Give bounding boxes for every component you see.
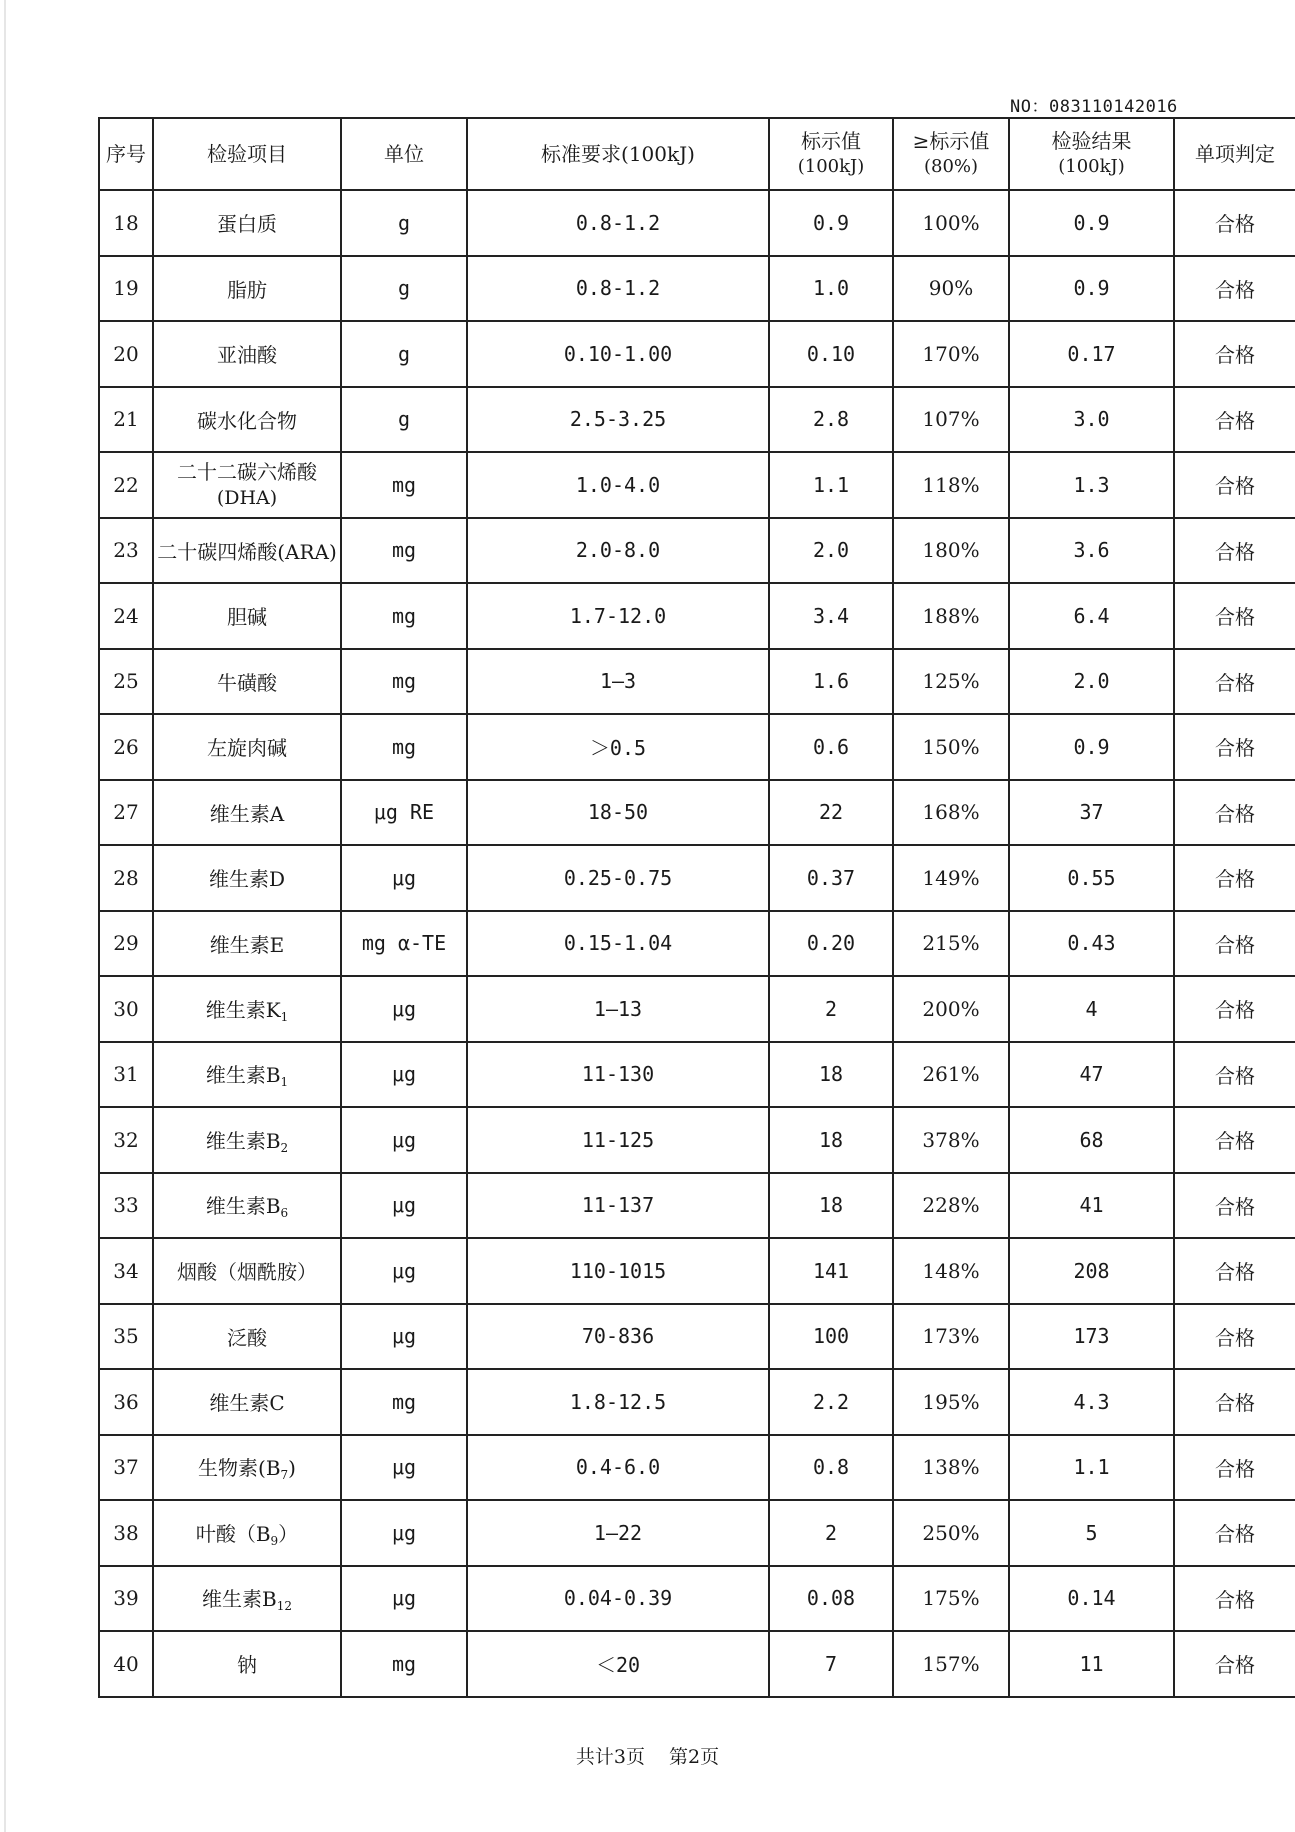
row-percent: 228% [893,1173,1009,1239]
row-item-text: 维生素B [202,1587,277,1612]
row-result: 2.0 [1009,649,1174,715]
row-standard: ＞0.5 [467,714,769,780]
row-item-subscript: 12 [276,1599,292,1614]
row-percent: 173% [893,1304,1009,1370]
row-label-value: 0.6 [769,714,893,780]
row-unit: mg α-TE [341,911,467,977]
row-item-text: 胆碱 [227,605,267,630]
row-percent: 90% [893,256,1009,322]
table-row [99,1304,1295,1370]
row-item-suffix: ） [278,1521,299,1546]
table-row [99,714,1295,780]
header-percent [893,118,1009,190]
row-result: 68 [1009,1107,1174,1173]
row-result: 1.1 [1009,1435,1174,1501]
row-unit: μg [341,1173,467,1239]
row-standard: 0.15-1.04 [467,911,769,977]
row-label-value: 2.8 [769,387,893,453]
header-judgement: 单项判定 [1174,118,1295,190]
row-label-value: 0.8 [769,1435,893,1501]
row-index: 40 [99,1631,153,1697]
row-item [153,1304,341,1370]
row-label-value: 0.9 [769,190,893,256]
row-judgement: 合格 [1174,387,1295,453]
row-index: 36 [99,1369,153,1435]
row-item-text: 维生素B [205,1063,281,1088]
row-item [153,976,341,1042]
row-item-text: 左旋肉碱 [207,736,287,761]
row-label-value: 18 [769,1042,893,1108]
table-row [99,518,1295,584]
row-judgement: 合格 [1174,1500,1295,1566]
total-pages: 共计3页 [575,1746,645,1768]
row-item-subscript: 1 [280,1075,289,1090]
row-label-value: 18 [769,1173,893,1239]
row-judgement: 合格 [1174,911,1295,977]
row-label-value: 0.20 [769,911,893,977]
row-index: 18 [99,190,153,256]
row-judgement: 合格 [1174,714,1295,780]
row-percent: 168% [893,780,1009,846]
row-index: 24 [99,583,153,649]
row-judgement: 合格 [1174,1042,1295,1108]
row-standard: 2.0-8.0 [467,518,769,584]
header-result-unit: (100kJ) [1058,156,1125,177]
row-judgement: 合格 [1174,845,1295,911]
row-unit: μg [341,1238,467,1304]
row-item [153,1042,341,1108]
row-unit: μg [341,1566,467,1632]
row-judgement: 合格 [1174,1369,1295,1435]
row-unit: mg [341,649,467,715]
row-unit: g [341,387,467,453]
row-standard: ＜20 [467,1631,769,1697]
row-result: 0.14 [1009,1566,1174,1632]
row-judgement: 合格 [1174,583,1295,649]
row-result: 4.3 [1009,1369,1174,1435]
row-result: 0.17 [1009,321,1174,387]
row-percent: 180% [893,518,1009,584]
row-label-value: 0.08 [769,1566,893,1632]
row-label-value: 3.4 [769,583,893,649]
row-unit: g [341,256,467,322]
row-standard: 11-137 [467,1173,769,1239]
header-unit: 单位 [341,118,467,190]
row-item-suffix: ) [288,1456,296,1481]
header-index: 序号 [99,118,153,190]
row-unit: g [341,321,467,387]
row-label-value: 1.0 [769,256,893,322]
row-item-subscript: 1 [280,1009,289,1024]
row-percent: 215% [893,911,1009,977]
row-standard: 1—3 [467,649,769,715]
row-judgement: 合格 [1174,1631,1295,1697]
row-label-value: 7 [769,1631,893,1697]
row-index: 22 [99,452,153,518]
row-judgement: 合格 [1174,452,1295,518]
row-result: 5 [1009,1500,1174,1566]
row-percent: 261% [893,1042,1009,1108]
row-label-value: 0.37 [769,845,893,911]
header-label-value-title: 标示值 [801,129,861,153]
table-row [99,911,1295,977]
row-index: 31 [99,1042,153,1108]
row-index: 33 [99,1173,153,1239]
header-result-title: 检验结果 [1051,129,1132,153]
row-percent: 175% [893,1566,1009,1632]
row-item [153,1173,341,1239]
row-unit: mg [341,583,467,649]
row-item-text: 烟酸（烟酰胺） [177,1260,317,1285]
row-item [153,1238,341,1304]
row-result: 47 [1009,1042,1174,1108]
row-percent: 157% [893,1631,1009,1697]
row-standard: 1.8-12.5 [467,1369,769,1435]
row-result: 173 [1009,1304,1174,1370]
table-row [99,1566,1295,1632]
row-unit: μg [341,1107,467,1173]
row-item [153,1107,341,1173]
row-unit: mg [341,1369,467,1435]
row-result: 37 [1009,780,1174,846]
row-judgement: 合格 [1174,1238,1295,1304]
table-row [99,1435,1295,1501]
row-index: 35 [99,1304,153,1370]
row-item-subscript: 6 [280,1206,289,1221]
row-label-value: 2.0 [769,518,893,584]
table-row [99,976,1295,1042]
row-item [153,1369,341,1435]
row-unit: mg [341,518,467,584]
row-index: 29 [99,911,153,977]
row-item [153,780,341,846]
row-percent: 250% [893,1500,1009,1566]
table-row [99,190,1295,256]
row-item [153,387,341,453]
row-standard: 0.25-0.75 [467,845,769,911]
row-index: 20 [99,321,153,387]
row-percent: 107% [893,387,1009,453]
current-page: 第2页 [669,1746,720,1768]
row-unit: mg [341,714,467,780]
row-judgement: 合格 [1174,518,1295,584]
row-item-text: 二十二碳六烯酸 [177,459,317,484]
row-item [153,190,341,256]
row-label-value: 1.6 [769,649,893,715]
row-item-text: 维生素C [209,1391,285,1416]
row-item-text: 牛磺酸 [217,670,277,695]
row-result: 208 [1009,1238,1174,1304]
row-judgement: 合格 [1174,1304,1295,1370]
row-standard: 1—13 [467,976,769,1042]
row-standard: 0.8-1.2 [467,256,769,322]
row-item-text: 维生素A [209,801,285,826]
row-standard: 1.0-4.0 [467,452,769,518]
row-item [153,452,341,518]
row-result: 1.3 [1009,452,1174,518]
row-item [153,1435,341,1501]
row-percent: 149% [893,845,1009,911]
row-result: 11 [1009,1631,1174,1697]
row-judgement: 合格 [1174,321,1295,387]
row-index: 30 [99,976,153,1042]
row-unit: μg [341,1042,467,1108]
row-result: 6.4 [1009,583,1174,649]
table-row [99,256,1295,322]
row-index: 27 [99,780,153,846]
row-percent: 200% [893,976,1009,1042]
row-judgement: 合格 [1174,1435,1295,1501]
row-item-text: 维生素B [205,1194,281,1219]
row-item [153,518,341,584]
row-index: 19 [99,256,153,322]
row-judgement: 合格 [1174,256,1295,322]
row-judgement: 合格 [1174,780,1295,846]
row-item [153,321,341,387]
row-percent: 170% [893,321,1009,387]
row-standard: 0.10-1.00 [467,321,769,387]
row-unit: μg [341,976,467,1042]
row-item-text: 维生素B [205,1128,281,1153]
row-percent: 148% [893,1238,1009,1304]
row-unit: μg [341,1435,467,1501]
row-result: 0.9 [1009,256,1174,322]
row-index: 39 [99,1566,153,1632]
row-standard: 2.5-3.25 [467,387,769,453]
row-item-text: 碳水化合物 [197,408,297,433]
row-judgement: 合格 [1174,1173,1295,1239]
row-standard: 110-1015 [467,1238,769,1304]
row-item [153,1500,341,1566]
row-judgement: 合格 [1174,190,1295,256]
table-row [99,1238,1295,1304]
row-index: 32 [99,1107,153,1173]
scan-edge [4,0,6,1832]
row-result: 0.55 [1009,845,1174,911]
row-label-value: 141 [769,1238,893,1304]
row-percent: 150% [893,714,1009,780]
row-label-value: 1.1 [769,452,893,518]
table-row [99,649,1295,715]
row-standard: 0.8-1.2 [467,190,769,256]
table-row [99,1173,1295,1239]
row-percent: 138% [893,1435,1009,1501]
row-unit: μg [341,845,467,911]
header-item: 检验项目 [153,118,341,190]
row-result: 0.43 [1009,911,1174,977]
table-row [99,1631,1295,1697]
table-row [99,452,1295,518]
row-percent: 378% [893,1107,1009,1173]
row-label-value: 100 [769,1304,893,1370]
row-item [153,845,341,911]
table-row [99,1500,1295,1566]
table-row [99,1107,1295,1173]
row-unit: g [341,190,467,256]
row-label-value: 22 [769,780,893,846]
row-item [153,649,341,715]
row-label-value: 18 [769,1107,893,1173]
row-result: 4 [1009,976,1174,1042]
row-index: 34 [99,1238,153,1304]
row-item-subscript: 9 [270,1533,279,1548]
row-item-subscript: 2 [280,1140,289,1155]
table-row [99,321,1295,387]
row-result: 3.6 [1009,518,1174,584]
row-standard: 1—22 [467,1500,769,1566]
row-item-text: 二十碳四烯酸(ARA) [157,539,337,564]
row-item-text: 泛酸 [227,1325,267,1350]
row-standard: 11-125 [467,1107,769,1173]
row-item-line2: (DHA) [216,486,278,509]
row-standard: 0.04-0.39 [467,1566,769,1632]
row-judgement: 合格 [1174,1566,1295,1632]
row-unit: μg [341,1500,467,1566]
row-item [153,911,341,977]
row-standard: 70-836 [467,1304,769,1370]
row-item-text: 蛋白质 [217,212,277,237]
inspection-table [98,117,1295,1698]
table-row [99,780,1295,846]
row-item [153,714,341,780]
row-item-text: 维生素E [209,932,285,957]
row-item-text: 亚油酸 [217,343,277,368]
row-result: 41 [1009,1173,1174,1239]
row-percent: 188% [893,583,1009,649]
header-percent-sub: (80%) [923,156,979,177]
row-result: 0.9 [1009,714,1174,780]
row-item-text: 脂肪 [227,277,267,302]
row-index: 28 [99,845,153,911]
table-row [99,1042,1295,1108]
header-label-value-unit: (100kJ) [797,156,865,177]
row-item-text: 维生素D [208,867,286,892]
row-label-value: 0.10 [769,321,893,387]
table-row [99,583,1295,649]
row-standard: 1.7-12.0 [467,583,769,649]
row-judgement: 合格 [1174,649,1295,715]
row-unit: mg [341,452,467,518]
row-item [153,583,341,649]
row-unit: μg RE [341,780,467,846]
row-label-value: 2 [769,1500,893,1566]
row-index: 37 [99,1435,153,1501]
table-row [99,387,1295,453]
row-percent: 118% [893,452,1009,518]
row-standard: 11-130 [467,1042,769,1108]
row-standard: 18-50 [467,780,769,846]
row-result: 0.9 [1009,190,1174,256]
row-item [153,1631,341,1697]
page-footer [0,1742,1295,1769]
row-unit: mg [341,1631,467,1697]
table-row [99,845,1295,911]
header-label-value [769,118,893,190]
header-result [1009,118,1174,190]
header-standard: 标准要求(100kJ) [467,118,769,190]
row-index: 25 [99,649,153,715]
row-percent: 100% [893,190,1009,256]
row-label-value: 2 [769,976,893,1042]
row-item [153,1566,341,1632]
row-index: 38 [99,1500,153,1566]
row-index: 26 [99,714,153,780]
row-percent: 125% [893,649,1009,715]
document-number: NO：083110142016 [1010,97,1178,117]
row-percent: 195% [893,1369,1009,1435]
table-row [99,1369,1295,1435]
row-item-text: 维生素K [205,997,281,1022]
row-item-text: 钠 [237,1653,257,1678]
row-judgement: 合格 [1174,976,1295,1042]
table-header-row [99,118,1295,190]
row-judgement: 合格 [1174,1107,1295,1173]
row-item-text: 叶酸（B [195,1521,271,1546]
row-result: 3.0 [1009,387,1174,453]
row-label-value: 2.2 [769,1369,893,1435]
row-standard: 0.4-6.0 [467,1435,769,1501]
row-index: 23 [99,518,153,584]
row-unit: μg [341,1304,467,1370]
row-index: 21 [99,387,153,453]
row-item-subscript: 7 [280,1468,289,1483]
row-item [153,256,341,322]
table-body [99,190,1295,1697]
row-item-text: 生物素(B [198,1456,281,1481]
header-percent-title: ≥标示值 [912,129,990,153]
